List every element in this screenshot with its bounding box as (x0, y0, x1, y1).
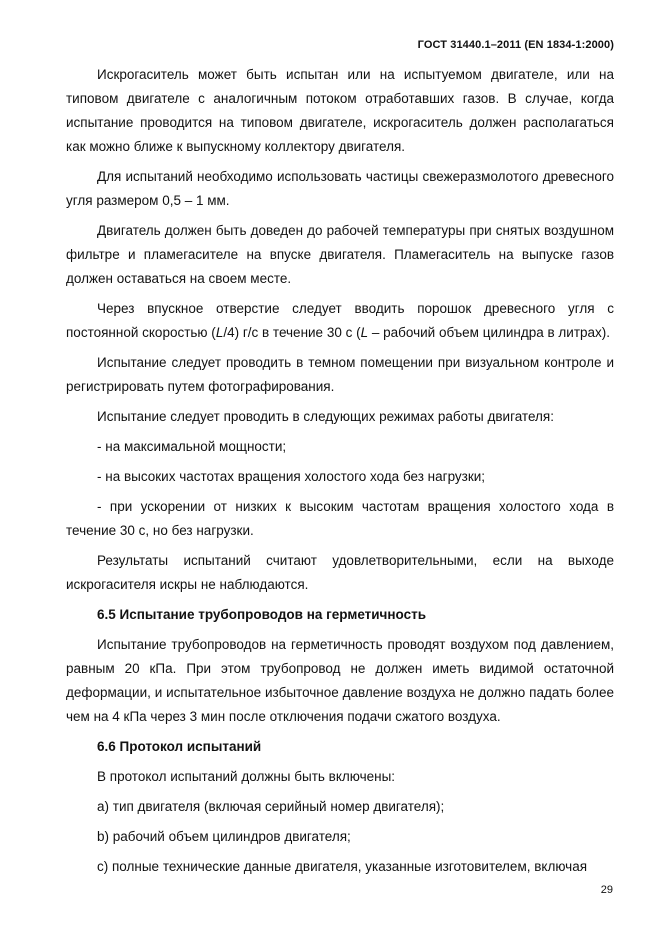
standard-header: ГОСТ 31440.1–2011 (EN 1834-1:2000) (417, 39, 614, 51)
feed-rate-text-c: – рабочий объем цилиндра в литрах). (368, 325, 611, 340)
paragraph-report-intro: В протокол испытаний должны быть включены: (97, 769, 396, 784)
paragraph-spark-arrester-test-engine: Искрогаситель может быть испытан или на испытуемом двигателе, или на типовом двигателе с аналогичным потоком отработавших газов. В случае, когда испытание проводится на типовом двигателе, искрогаситель должен располагаться как можно ближе к выпускному коллектору двигателя. (66, 67, 614, 154)
paragraph-charcoal-particles: Для испытаний необходимо использовать частицы свежеразмолотого древесного угля размером 0,5 – 1 мм. (66, 169, 614, 208)
section-heading-6-5: 6.5 Испытание трубопроводов на герметичность (97, 607, 427, 622)
displacement-symbol: L (360, 325, 369, 340)
list-item-displacement: b) рабочий объем цилиндров двигателя; (97, 829, 351, 844)
list-item-acceleration: - при ускорении от низких к высоким частотам вращения холостого хода в течение 30 с, но без нагрузки. (66, 499, 614, 538)
list-item-high-idle: - на высоких частотах вращения холостого хода без нагрузки; (97, 469, 486, 484)
paragraph-results-criteria: Результаты испытаний считают удовлетворительными, если на выходе искрогасителя искры не наблюдаются. (66, 553, 614, 592)
paragraph-operating-modes-intro: Испытание следует проводить в следующих режимах работы двигателя: (97, 409, 554, 424)
feed-rate-text-b: /4) г/с в течение 30 с ( (223, 325, 361, 340)
list-item-engine-type: a) тип двигателя (включая серийный номер двигателя); (97, 799, 445, 814)
paragraph-engine-temperature: Двигатель должен быть доведен до рабочей температуры при снятых воздушном фильтре и пламегасителе на впуске двигателя. Пламегаситель на выпуске газов должен оставаться на своем месте. (66, 223, 614, 286)
list-item-max-power: - на максимальной мощности; (97, 439, 287, 454)
paragraph-dark-room: Испытание следует проводить в темном помещении при визуальном контроле и регистрировать путем фотографирования. (66, 355, 614, 394)
displacement-symbol: L (215, 325, 224, 340)
paragraph-pipeline-leak-test: Испытание трубопроводов на герметичность проводят воздухом под давлением, равным 20 кПа. При этом трубопровод не должен иметь видимой остаточной деформации, и испытательное избыточное давление воздуха не должно падать более чем на 4 кПа через 3 мин после отключения подачи сжатого воздуха. (66, 637, 614, 724)
page-number: 29 (600, 884, 613, 896)
document-body (66, 63, 614, 879)
list-item-technical-data: c) полные технические данные двигателя, указанные изготовителем, включая (97, 859, 588, 874)
feed-rate-text-a: Через впускное отверстие следует вводить порошок древесного угля с постоянной скоростью ( (66, 301, 614, 340)
paragraph-charcoal-feed-rate (66, 297, 614, 345)
section-heading-6-6: 6.6 Протокол испытаний (97, 739, 262, 754)
